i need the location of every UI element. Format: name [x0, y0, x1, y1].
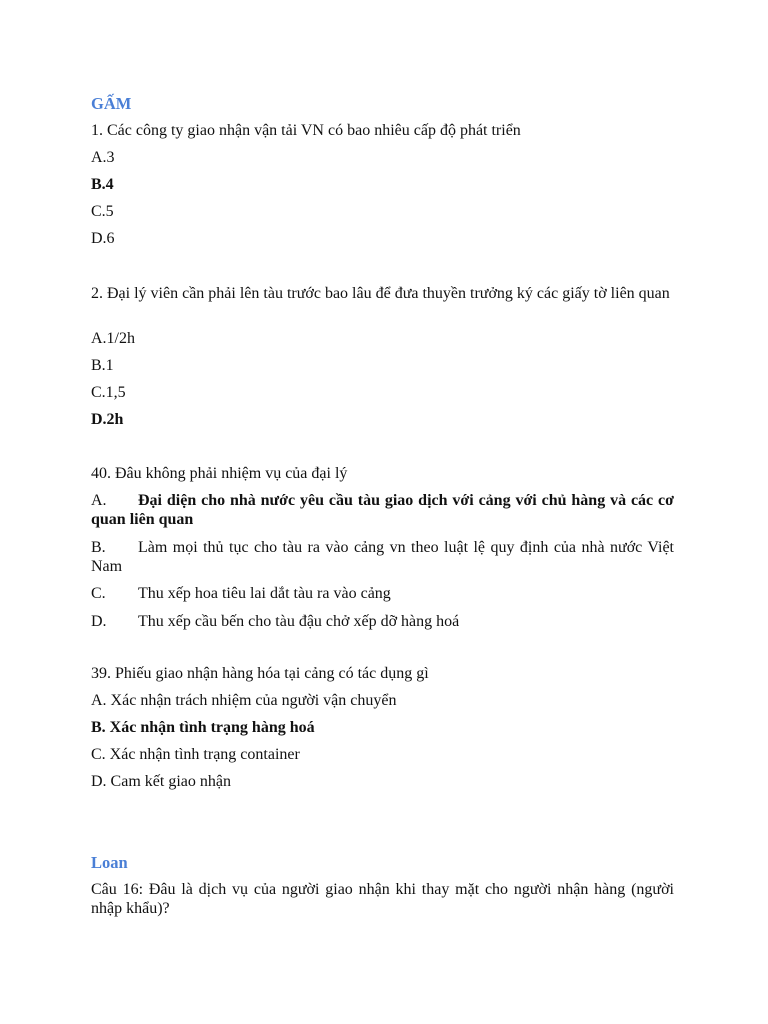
question-text: 1. Các công ty giao nhận vận tải VN có bao nhiêu cấp độ phát triển	[91, 122, 521, 139]
option-label: B.	[91, 539, 106, 556]
option-text: Thu xếp hoa tiêu lai dắt tàu ra vào cảng	[138, 585, 391, 602]
option: C.5	[91, 203, 114, 220]
option-text: Thu xếp cầu bến cho tàu đậu chở xếp dỡ hàng hoá	[138, 613, 460, 630]
section-heading: Loan	[91, 853, 128, 872]
option	[91, 612, 674, 631]
option	[91, 584, 674, 603]
option-label: A.	[91, 492, 107, 509]
option	[91, 538, 674, 576]
option-text: Làm mọi thủ tục cho tàu ra vào cảng vn theo luật lệ quy định của nhà nước Việt Nam	[91, 539, 674, 575]
question-text: Câu 16: Đâu là dịch vụ của người giao nhận khi thay mặt cho người nhận hàng (người nhập khẩu)?	[91, 881, 674, 917]
option: B.1	[91, 357, 114, 374]
option: D. Cam kết giao nhận	[91, 773, 231, 790]
option: C. Xác nhận tình trạng container	[91, 746, 300, 763]
option: A. Xác nhận trách nhiệm của người vận chuyển	[91, 692, 397, 709]
option-correct: B.4	[91, 176, 114, 193]
option: C.1,5	[91, 384, 126, 401]
option-label: D.	[91, 613, 107, 630]
option-text: Đại diện cho nhà nước yêu cầu tàu giao dịch với cảng với chủ hàng và các cơ quan liên quan	[91, 492, 674, 528]
option: A.1/2h	[91, 330, 135, 347]
section-heading: GẤM	[91, 94, 132, 113]
question-text: 2. Đại lý viên cần phải lên tàu trước bao lâu để đưa thuyền trưởng ký các giấy tờ liên quan	[91, 285, 670, 302]
option-correct: D.2h	[91, 411, 124, 428]
option: D.6	[91, 230, 115, 247]
question-text: 39. Phiếu giao nhận hàng hóa tại cảng có tác dụng gì	[91, 665, 429, 682]
question-text: 40. Đâu không phải nhiệm vụ của đại lý	[91, 465, 348, 482]
option-correct: B. Xác nhận tình trạng hàng hoá	[91, 719, 315, 736]
option: A.3	[91, 149, 115, 166]
option-correct	[91, 491, 674, 529]
option-label: C.	[91, 585, 106, 602]
